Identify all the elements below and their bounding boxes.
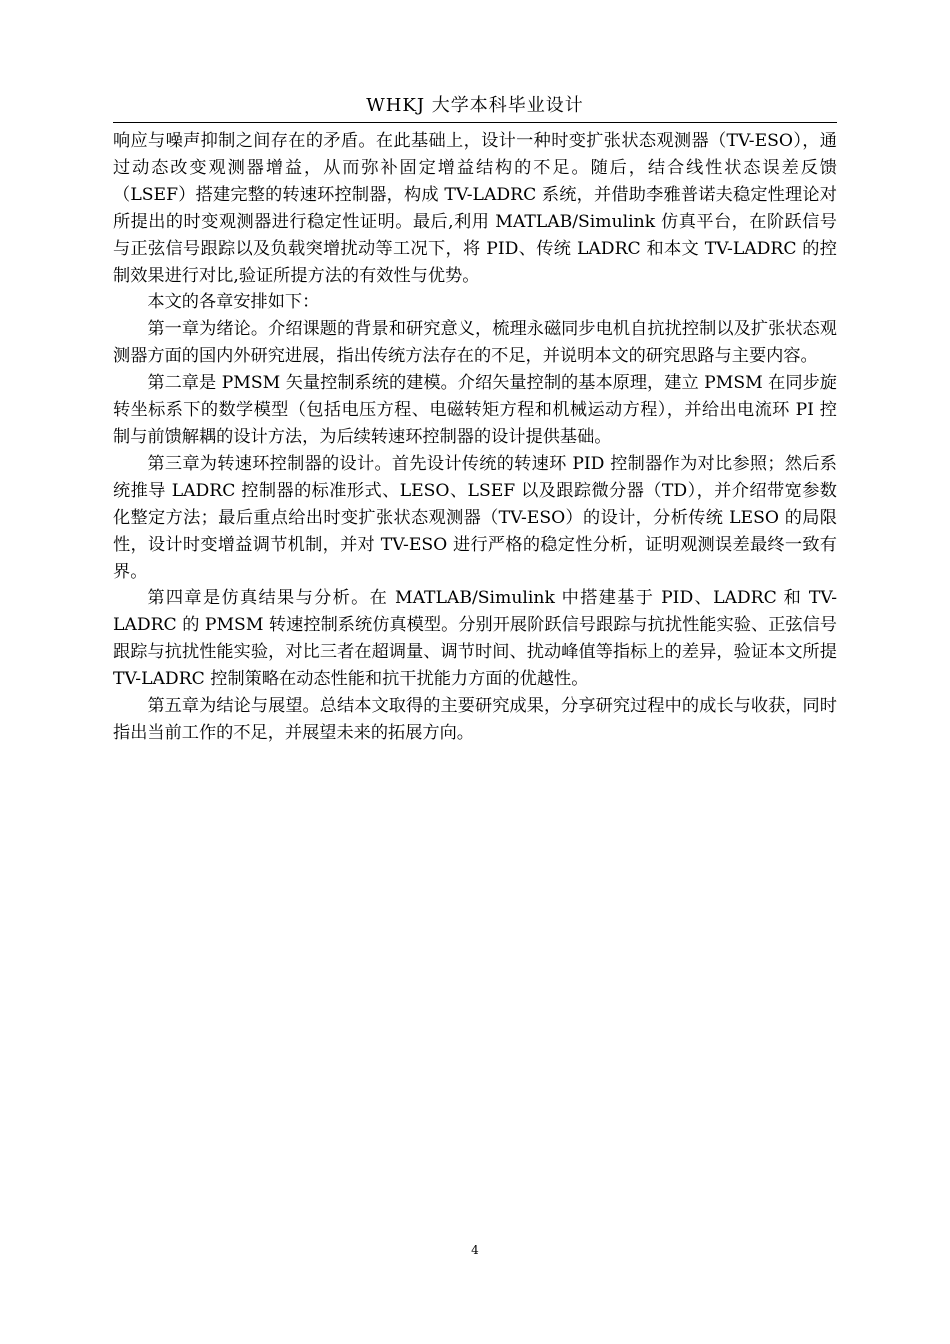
- paragraph-chapter-intro: 本文的各章安排如下：: [147, 292, 320, 313]
- page-number: 4: [471, 1243, 479, 1257]
- paragraph-chapter-1: 第一章为绪论。介绍课题的背景和研究意义，梳理永磁同步电机自抗扰控制以及扩张状态观测器方面的国内外研究进展，指出传统方法存在的不足，并说明本文的研究思路与主要内容。: [113, 319, 837, 367]
- header-rule: [113, 122, 837, 123]
- paragraph-chapter-3: 第三章为转速环控制器的设计。首先设计传统的转速环 PID 控制器作为对比参照；然后系统推导 LADRC 控制器的标准形式、LESO、LSEF 以及跟踪微分器（TD），并介绍带宽参数化整定方法；最后重点给出时变扩张状态观测器（TV-ESO）的设计，分析传统 LESO 的局限性，设计时变增益调节机制，并对 TV-ESO 进行严格的稳定性分析，证明观测误差最终一致有界。: [113, 453, 837, 582]
- paragraph-chapter-2: 第二章是 PMSM 矢量控制系统的建模。介绍矢量控制的基本原理，建立 PMSM 在同步旋转坐标系下的数学模型（包括电压方程、电磁转矩方程和机械运动方程），并给出电流环 PI 控制与前馈解耦的设计方法，为后续转速环控制器的设计提供基础。: [113, 373, 837, 447]
- paragraph-continuation: 响应与噪声抑制之间存在的矛盾。在此基础上，设计一种时变扩张状态观测器（TV-ESO），通过动态改变观测器增益，从而弥补固定增益结构的不足。随后，结合线性状态误差反馈（LSEF）搭建完整的转速环控制器，构成 TV-LADRC 系统，并借助李雅普诺夫稳定性理论对所提出的时变观测器进行稳定性证明。最后,利用 MATLAB/Simulink 仿真平台，在阶跃信号与正弦信号跟踪以及负载突增扰动等工况下，将 PID、传统 LADRC 和本文 TV-LADRC 的控制效果进行对比,验证所提方法的有效性与优势。: [113, 131, 837, 286]
- paragraph-chapter-5: 第五章为结论与展望。总结本文取得的主要研究成果，分享研究过程中的成长与收获，同时指出当前工作的不足，并展望未来的拓展方向。: [113, 696, 837, 743]
- running-header: WHKJ 大学本科毕业设计: [366, 95, 584, 116]
- paragraph-chapter-4: 第四章是仿真结果与分析。在 MATLAB/Simulink 中搭建基于 PID、LADRC 和 TV-LADRC 的 PMSM 转速控制系统仿真模型。分别开展阶跃信号跟踪与抗扰性能实验、正弦信号跟踪与抗扰性能实验，对比三者在超调量、调节时间、扰动峰值等指标上的差异，验证本文所提 TV-LADRC 控制策略在动态性能和抗干扰能力方面的优越性。: [113, 588, 837, 690]
- body-text: [113, 128, 837, 747]
